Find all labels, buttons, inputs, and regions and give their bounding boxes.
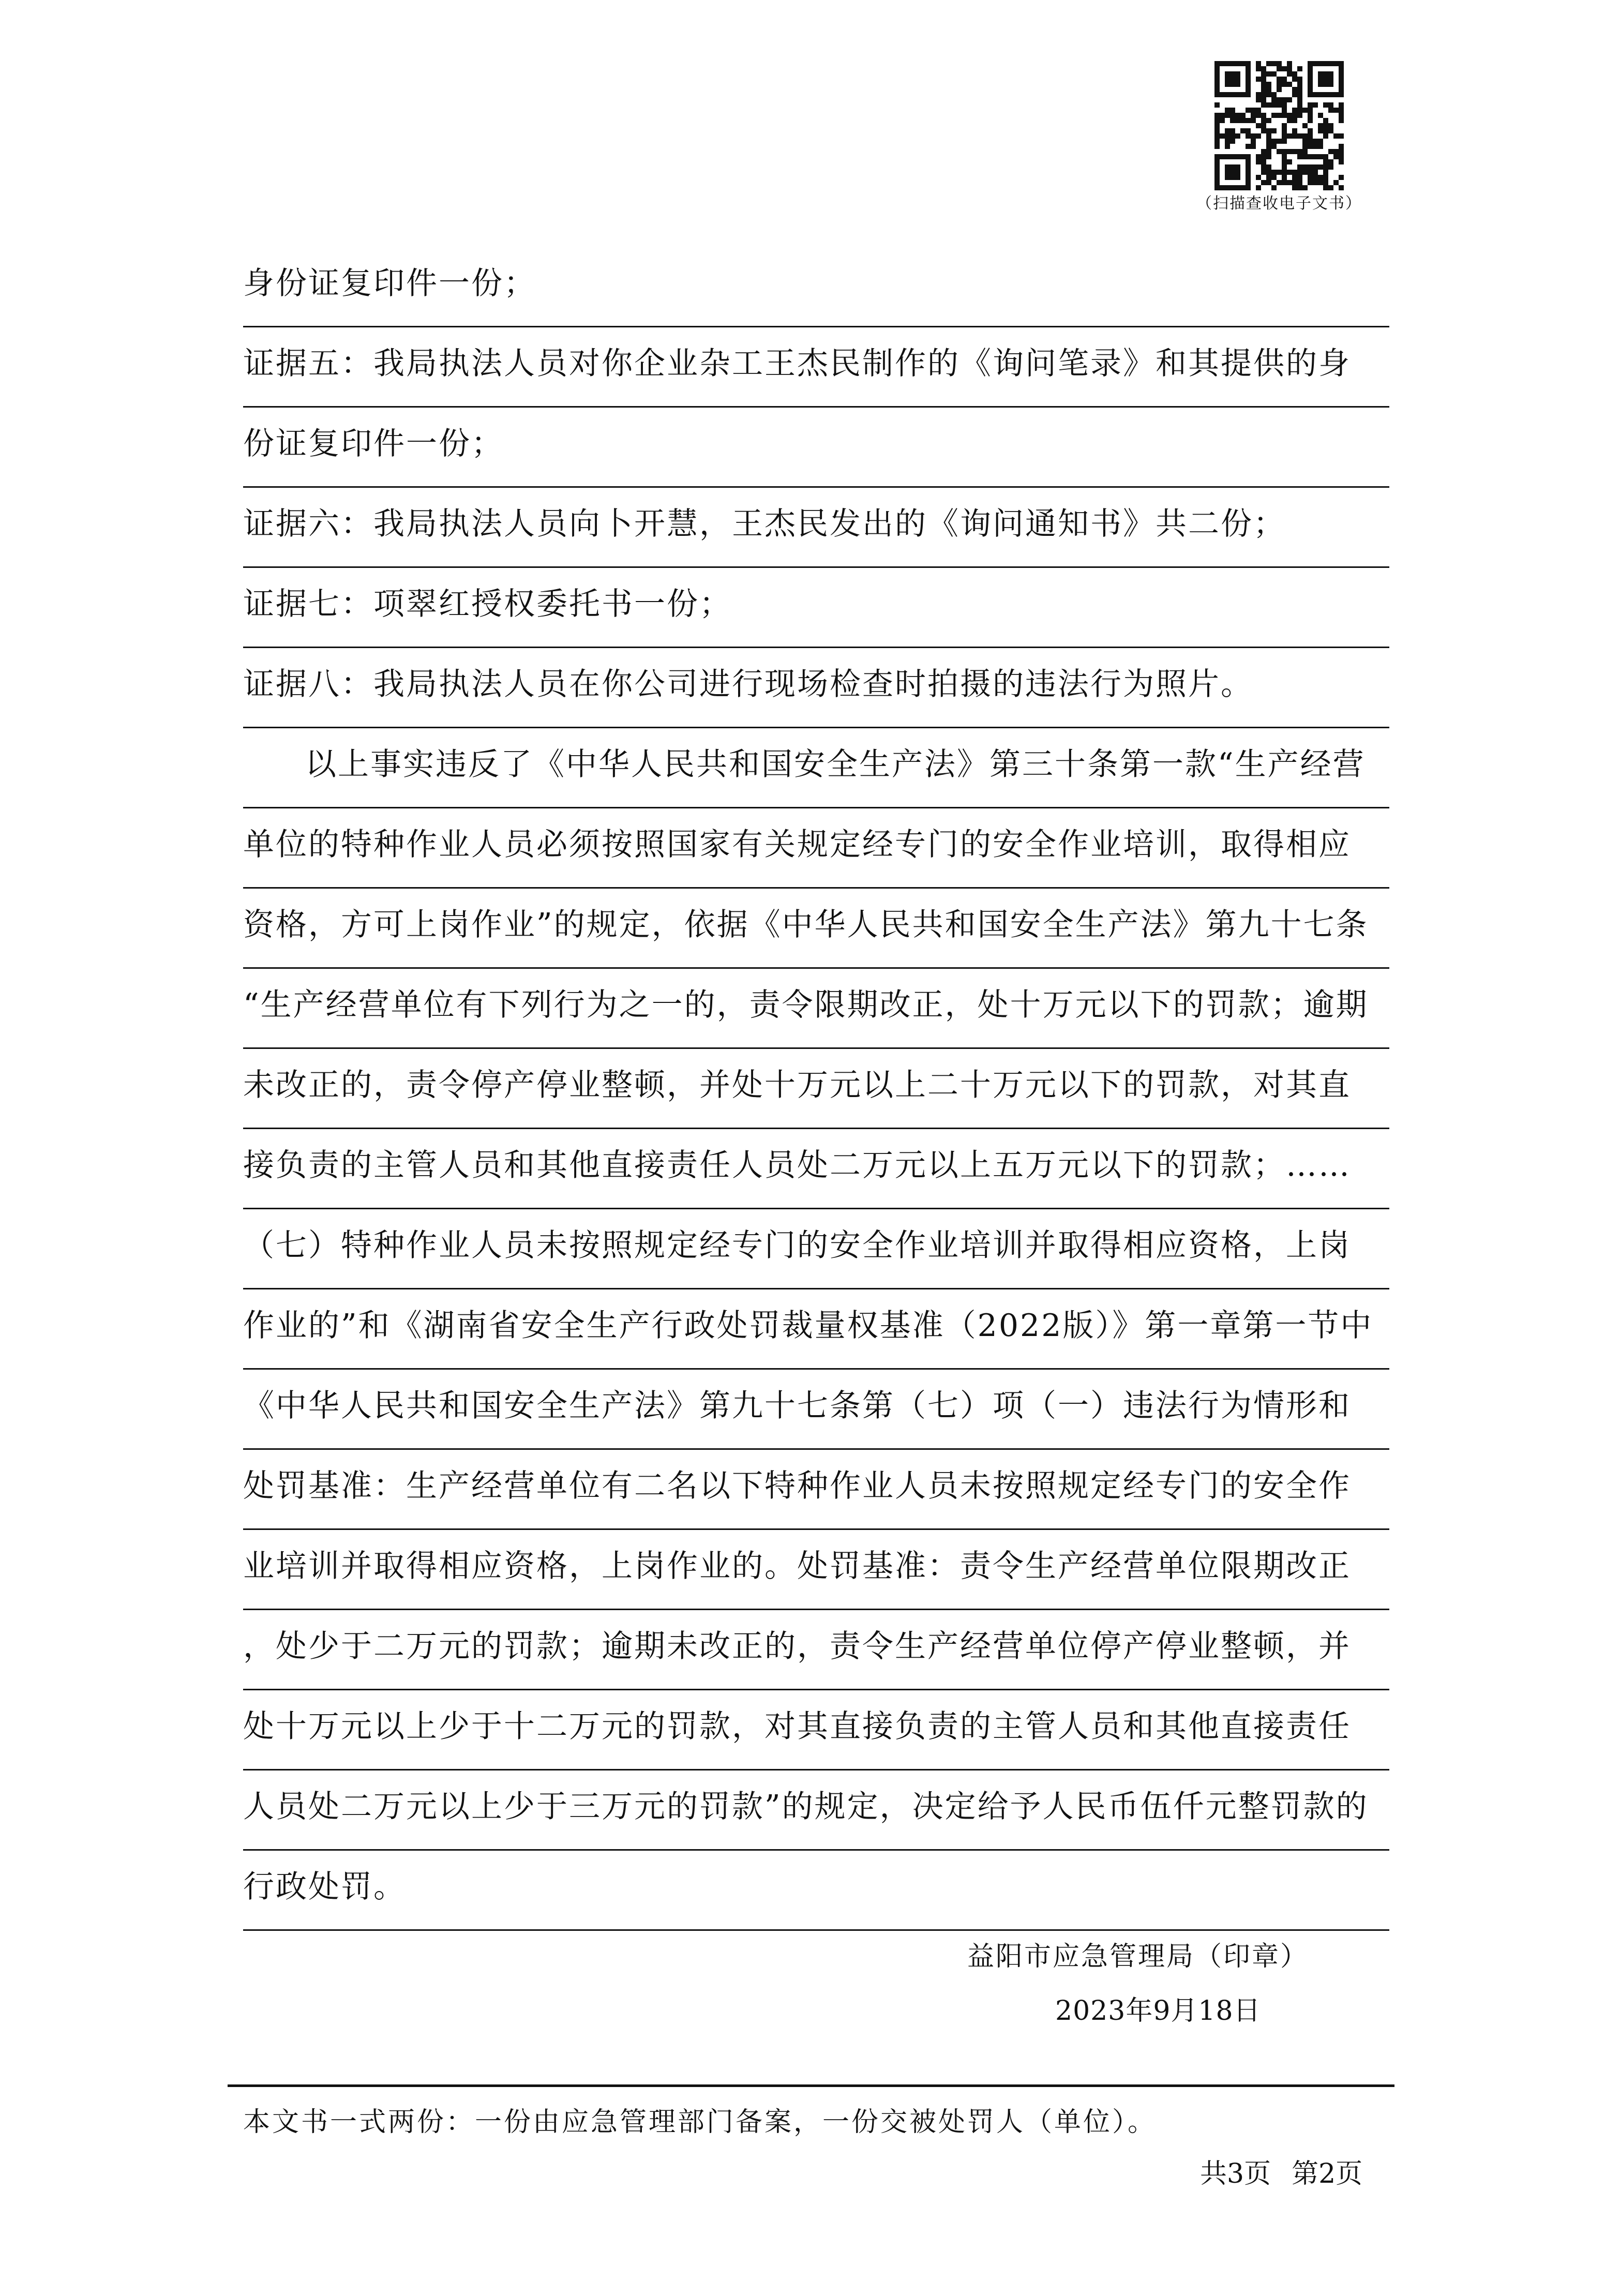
issuing-authority: 益阳市应急管理局（印章） (967, 1941, 1309, 1972)
paragraph-line: 处十万元以上少于十二万元的罚款，对其直接负责的主管人员和其他直接责任 (243, 1690, 1389, 1770)
paragraph-line: 以上事实违反了《中华人民共和国安全生产法》第三十条第一款“生产经营 (243, 728, 1389, 808)
paragraph-line: 业培训并取得相应资格，上岗作业的。处罚基准：责令生产经营单位限期改正 (243, 1530, 1389, 1610)
evidence-line: 身份证复印件一份； (243, 247, 1389, 327)
evidence-line: 证据八：我局执法人员在你公司进行现场检查时拍摄的违法行为照片。 (243, 648, 1389, 728)
paragraph-line: 单位的特种作业人员必须按照国家有关规定经专门的安全作业培训，取得相应 (243, 808, 1389, 889)
paragraph-line: 资格，方可上岗作业”的规定，依据《中华人民共和国安全生产法》第九十七条 (243, 889, 1389, 969)
paragraph-line: 作业的”和《湖南省安全生产行政处罚裁量权基准（2022版）》第一章第一节中 (243, 1289, 1389, 1370)
footer-divider (228, 2084, 1394, 2087)
paragraph-line: 人员处二万元以上少于三万元的罚款”的规定，决定给予人民币伍仟元整罚款的 (243, 1770, 1389, 1851)
paragraph-line: （七）特种作业人员未按照规定经专门的安全作业培训并取得相应资格，上岗 (243, 1209, 1389, 1289)
footer-note: 本文书一式两份：一份由应急管理部门备案，一份交被处罚人（单位）。 (243, 2107, 1157, 2138)
paragraph-line: 未改正的，责令停产停业整顿，并处十万元以上二十万元以下的罚款，对其直 (243, 1049, 1389, 1129)
paragraph-line: 《中华人民共和国安全生产法》第九十七条第（七）项（一）违法行为情形和 (243, 1370, 1389, 1450)
qr-code-image (1214, 61, 1344, 190)
paragraph-line: “生产经营单位有下列行为之一的，责令限期改正，处十万元以下的罚款；逾期 (243, 969, 1389, 1049)
document-body (243, 247, 1389, 1931)
evidence-line: 证据五：我局执法人员对你企业杂工王杰民制作的《询问笔录》和其提供的身 (243, 327, 1389, 408)
paragraph-line: 处罚基准：生产经营单位有二名以下特种作业人员未按照规定经专门的安全作 (243, 1450, 1389, 1530)
evidence-line: 证据七：项翠红授权委托书一份； (243, 568, 1389, 648)
issue-date: 2023年9月18日 (1055, 1995, 1261, 2027)
evidence-line: 份证复印件一份； (243, 408, 1389, 488)
paragraph-line: 行政处罚。 (243, 1851, 1389, 1931)
paragraph-line: 接负责的主管人员和其他直接责任人员处二万元以上五万元以下的罚款；…… (243, 1129, 1389, 1209)
qr-caption: （扫描查收电子文书） (1196, 194, 1362, 213)
evidence-line: 证据六：我局执法人员向卜开慧，王杰民发出的《询问通知书》共二份； (243, 488, 1389, 568)
current-page: 第2页 (1292, 2158, 1363, 2189)
qr-code (1214, 61, 1344, 190)
page-number (1200, 2152, 1362, 2190)
total-pages: 共3页 (1200, 2158, 1271, 2189)
paragraph-line: ，处少于二万元的罚款；逾期未改正的，责令生产经营单位停产停业整顿，并 (243, 1610, 1389, 1690)
